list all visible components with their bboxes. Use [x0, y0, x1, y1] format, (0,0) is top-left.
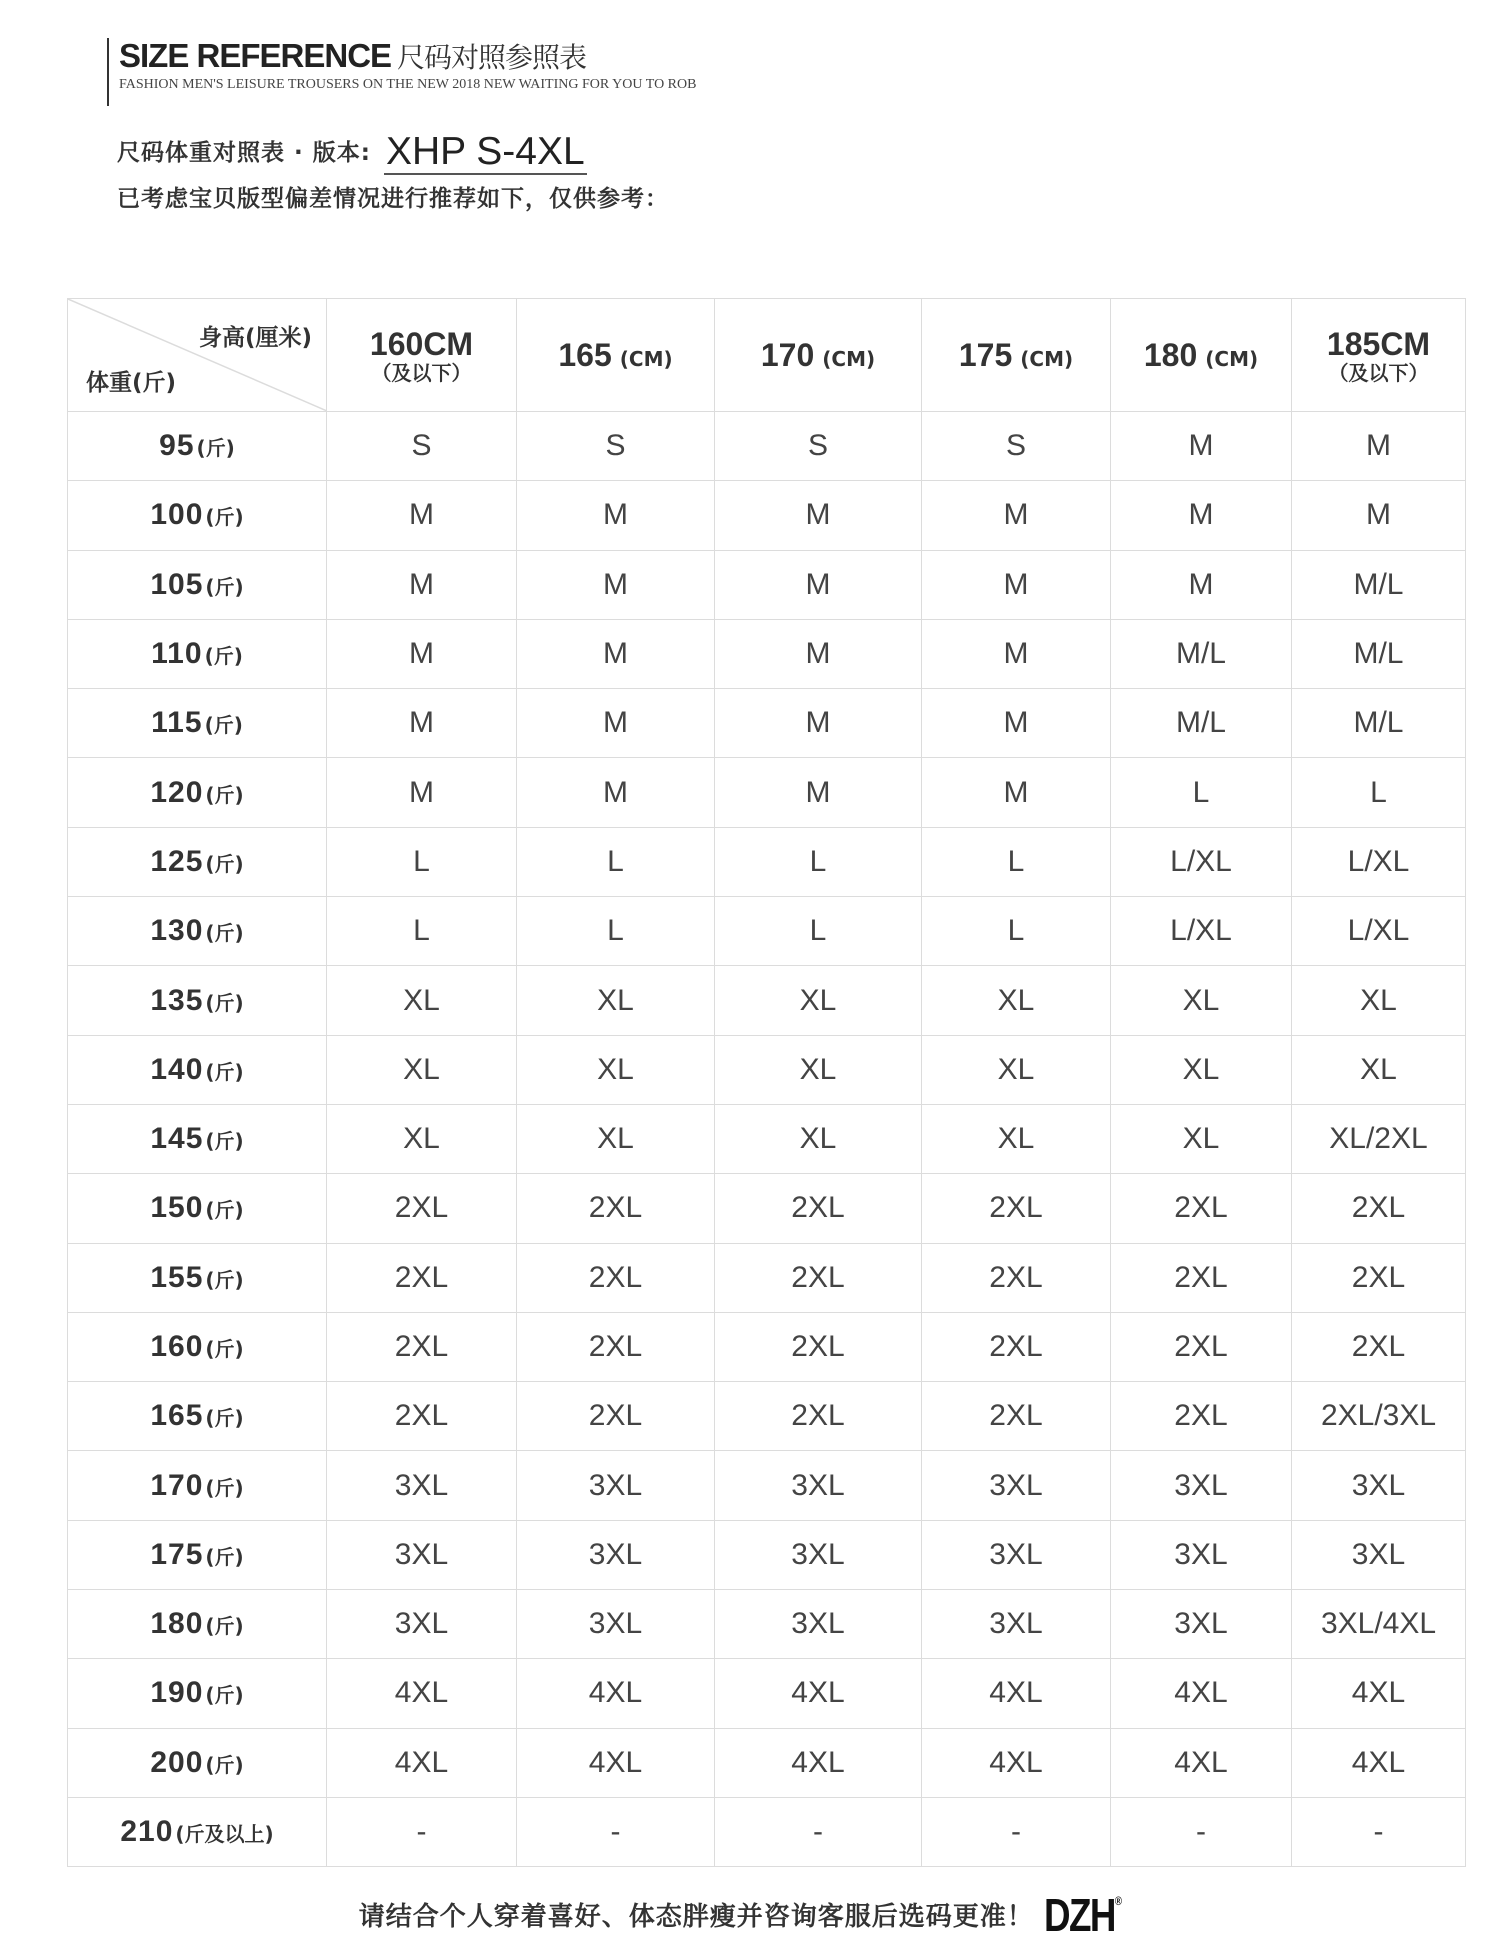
size-cell: XL	[1292, 1035, 1466, 1104]
size-cell: -	[327, 1797, 517, 1866]
size-cell: 2XL	[327, 1243, 517, 1312]
weight-unit: (斤)	[205, 782, 244, 807]
table-row	[68, 1659, 1466, 1728]
table-row	[68, 1312, 1466, 1381]
size-cell: 2XL	[922, 1312, 1111, 1381]
size-cell: M	[517, 689, 715, 758]
size-cell: 3XL	[715, 1451, 922, 1520]
size-cell: M	[517, 758, 715, 827]
size-cell: L/XL	[1111, 897, 1292, 966]
weight-unit: (斤)	[205, 1614, 244, 1639]
size-cell: -	[715, 1797, 922, 1866]
weight-unit: (斤)	[205, 1544, 244, 1569]
weight-row-header	[68, 1728, 327, 1797]
size-cell: L	[327, 827, 517, 896]
size-cell: 4XL	[517, 1728, 715, 1797]
size-cell: 3XL	[517, 1451, 715, 1520]
brand-logo	[1044, 1888, 1122, 1942]
size-cell: 4XL	[922, 1659, 1111, 1728]
size-cell: M	[517, 619, 715, 688]
size-cell: 2XL	[1292, 1312, 1466, 1381]
size-cell: L/XL	[1111, 827, 1292, 896]
size-cell: M/L	[1292, 550, 1466, 619]
size-cell: 4XL	[715, 1659, 922, 1728]
size-cell: XL	[517, 966, 715, 1035]
size-cell: XL	[517, 1035, 715, 1104]
size-cell: 4XL	[327, 1659, 517, 1728]
title-en: SIZE REFERENCE	[119, 37, 392, 74]
weight-unit: (斤)	[205, 1337, 244, 1361]
size-cell: 3XL	[715, 1520, 922, 1589]
table-row	[68, 1174, 1466, 1243]
weight-value: 180	[150, 1607, 204, 1641]
weight-unit: (斤)	[205, 1267, 244, 1292]
size-cell: 4XL	[922, 1728, 1111, 1797]
weight-unit: (斤)	[205, 1059, 244, 1084]
size-cell: M	[517, 481, 715, 550]
size-cell: XL	[517, 1104, 715, 1173]
weight-unit: (斤)	[205, 921, 244, 946]
height-value: 165	[558, 336, 612, 373]
weight-value: 150	[150, 1191, 204, 1225]
table-row	[68, 689, 1466, 758]
size-cell: M/L	[1111, 689, 1292, 758]
size-cell: M	[1111, 412, 1292, 481]
size-cell: M	[517, 550, 715, 619]
weight-row-header	[68, 1035, 327, 1104]
size-cell: 3XL	[517, 1520, 715, 1589]
height-unit: (CM)	[822, 346, 876, 371]
size-cell: M	[327, 550, 517, 619]
table-row	[68, 1104, 1466, 1173]
weight-row-header	[68, 897, 327, 966]
height-axis-label: 身高(厘米)	[198, 325, 312, 351]
size-cell: M	[715, 689, 922, 758]
weight-unit: (斤)	[196, 436, 235, 461]
size-cell: M	[1292, 481, 1466, 550]
footer-advice: 请结合个人穿着喜好、体态胖瘦并咨询客服后选码更准！	[358, 1902, 1034, 1932]
size-cell: 3XL	[1292, 1451, 1466, 1520]
size-cell: XL	[1111, 966, 1292, 1035]
table-header-row	[68, 299, 1466, 412]
size-cell: XL	[1111, 1035, 1292, 1104]
table-row	[68, 1728, 1466, 1797]
size-cell: S	[327, 412, 517, 481]
table-row	[68, 1035, 1466, 1104]
column-header	[715, 299, 922, 412]
size-cell: L	[715, 827, 922, 896]
weight-value: 145	[150, 1122, 204, 1156]
size-cell: XL	[922, 1104, 1111, 1173]
size-cell: 2XL	[715, 1243, 922, 1312]
weight-unit: (斤)	[205, 1475, 244, 1500]
weight-value: 100	[150, 498, 204, 532]
table-row	[68, 550, 1466, 619]
table-row	[68, 1451, 1466, 1520]
column-header	[1111, 299, 1292, 412]
size-cell: S	[715, 412, 922, 481]
size-cell: XL	[327, 1035, 517, 1104]
weight-unit: (斤)	[205, 851, 244, 876]
page-title	[119, 38, 719, 76]
size-cell: M	[327, 619, 517, 688]
column-header	[327, 299, 517, 412]
size-cell: 2XL	[517, 1312, 715, 1381]
weight-value: 210	[120, 1815, 174, 1849]
size-cell: L	[922, 827, 1111, 896]
size-cell: 3XL	[715, 1590, 922, 1659]
size-cell: XL	[715, 966, 922, 1035]
height-qualifier: （及以下）	[1328, 361, 1429, 385]
weight-row-header	[68, 1312, 327, 1381]
size-cell: XL	[1111, 1104, 1292, 1173]
size-cell: 2XL	[517, 1382, 715, 1451]
size-cell: 2XL	[327, 1382, 517, 1451]
size-cell: M	[922, 689, 1111, 758]
size-cell: 2XL	[715, 1382, 922, 1451]
weight-value: 160	[150, 1330, 204, 1363]
height-unit: (CM)	[1205, 346, 1259, 371]
size-cell: L	[517, 827, 715, 896]
size-cell: M	[715, 550, 922, 619]
weight-row-header	[68, 1451, 327, 1520]
table-row	[68, 827, 1466, 896]
table-row	[68, 412, 1466, 481]
size-cell: L	[922, 897, 1111, 966]
size-cell: 3XL	[517, 1590, 715, 1659]
column-header	[517, 299, 715, 412]
size-cell: XL/2XL	[1292, 1104, 1466, 1173]
weight-value: 110	[151, 637, 203, 671]
registered-mark: ®	[1114, 1894, 1122, 1908]
weight-unit: (斤)	[204, 713, 243, 738]
size-cell: 2XL	[1111, 1243, 1292, 1312]
size-cell: 3XL	[327, 1451, 517, 1520]
weight-value: 155	[150, 1260, 204, 1294]
size-cell: M	[1292, 412, 1466, 481]
size-cell: 3XL	[922, 1451, 1111, 1520]
weight-axis-label: 体重(斤)	[86, 370, 177, 396]
page-subtitle: FASHION MEN'S LEISURE TROUSERS ON THE NEW 2018 NEW WAITING FOR YOU TO ROB	[119, 77, 697, 92]
table-row	[68, 619, 1466, 688]
size-cell: 2XL	[327, 1174, 517, 1243]
weight-value: 175	[150, 1537, 204, 1571]
size-cell: XL	[327, 1104, 517, 1173]
weight-value: 115	[151, 706, 203, 740]
size-cell: 2XL	[517, 1243, 715, 1312]
size-cell: M	[715, 758, 922, 827]
size-cell: XL	[1292, 966, 1466, 1035]
size-cell: 4XL	[1292, 1659, 1466, 1728]
size-cell: M	[922, 481, 1111, 550]
size-cell: M	[715, 481, 922, 550]
size-cell: 2XL	[1292, 1174, 1466, 1243]
weight-unit: (斤)	[205, 1198, 244, 1223]
table-body	[68, 412, 1466, 1867]
weight-row-header	[68, 1520, 327, 1589]
table-row	[68, 897, 1466, 966]
height-unit: (CM)	[1020, 346, 1074, 371]
size-cell: XL	[922, 966, 1111, 1035]
size-cell: M	[327, 758, 517, 827]
size-cell: L	[1292, 758, 1466, 827]
size-cell: 4XL	[1292, 1728, 1466, 1797]
weight-row-header	[68, 1104, 327, 1173]
size-cell: M/L	[1111, 619, 1292, 688]
recommendation-note: 已考虑宝贝版型偏差情况进行推荐如下，仅供参考：	[117, 186, 669, 212]
weight-unit: (斤)	[205, 990, 244, 1015]
weight-row-header	[68, 1243, 327, 1312]
size-cell: L/XL	[1292, 897, 1466, 966]
size-cell: 2XL	[1111, 1382, 1292, 1451]
size-cell: L	[327, 897, 517, 966]
size-cell: M/L	[1292, 689, 1466, 758]
size-cell: 2XL	[1111, 1174, 1292, 1243]
size-cell: 2XL	[715, 1312, 922, 1381]
weight-row-header	[68, 1590, 327, 1659]
size-cell: M/L	[1292, 619, 1466, 688]
size-cell: 2XL	[1292, 1243, 1466, 1312]
size-cell: S	[517, 412, 715, 481]
size-cell: L	[1111, 758, 1292, 827]
size-cell: 4XL	[327, 1728, 517, 1797]
size-cell: M	[327, 481, 517, 550]
size-chart-table	[67, 298, 1466, 1867]
size-cell: M	[922, 550, 1111, 619]
weight-value: 130	[150, 914, 204, 948]
size-cell: L	[715, 897, 922, 966]
weight-unit: (斤)	[205, 505, 244, 530]
weight-row-header	[68, 1797, 327, 1866]
size-cell: 2XL	[1111, 1312, 1292, 1381]
table-row	[68, 758, 1466, 827]
weight-value: 95	[159, 429, 195, 463]
size-cell: -	[922, 1797, 1111, 1866]
corner-header-cell	[68, 299, 327, 412]
size-cell: 4XL	[1111, 1728, 1292, 1797]
weight-value: 125	[150, 844, 204, 878]
size-cell: 4XL	[715, 1728, 922, 1797]
size-cell: 3XL/4XL	[1292, 1590, 1466, 1659]
title-cn: 尺码对照参照表	[397, 42, 587, 73]
weight-unit: (斤)	[205, 1752, 244, 1777]
weight-row-header	[68, 827, 327, 896]
weight-unit: (斤)	[205, 1129, 244, 1154]
size-cell: 3XL	[327, 1520, 517, 1589]
size-cell: XL	[327, 966, 517, 1035]
weight-row-header	[68, 1174, 327, 1243]
height-value: 180	[1143, 336, 1198, 373]
table-row	[68, 966, 1466, 1035]
table-row	[68, 1243, 1466, 1312]
table-row	[68, 1590, 1466, 1659]
weight-value: 190	[150, 1676, 204, 1710]
size-cell: XL	[715, 1104, 922, 1173]
size-cell: 2XL	[517, 1174, 715, 1243]
weight-unit: (斤及以上)	[175, 1822, 274, 1847]
weight-row-header	[68, 966, 327, 1035]
size-cell: 3XL	[1111, 1590, 1292, 1659]
size-cell: -	[1111, 1797, 1292, 1866]
weight-row-header	[68, 481, 327, 550]
size-cell: 3XL	[1111, 1520, 1292, 1589]
size-cell: 2XL	[922, 1174, 1111, 1243]
weight-row-header	[68, 619, 327, 688]
weight-value: 170	[150, 1468, 204, 1502]
size-cell: 3XL	[922, 1520, 1111, 1589]
weight-unit: (斤)	[205, 1683, 244, 1708]
size-cell: -	[517, 1797, 715, 1866]
table-row	[68, 481, 1466, 550]
weight-value: 105	[150, 567, 204, 601]
size-cell: 2XL/3XL	[1292, 1382, 1466, 1451]
height-value: 160CM	[369, 326, 474, 362]
version-line	[117, 130, 587, 174]
size-cell: L	[517, 897, 715, 966]
weight-value: 165	[150, 1399, 204, 1433]
size-cell: XL	[922, 1035, 1111, 1104]
weight-row-header	[68, 412, 327, 481]
version-code: XHP S-4XL	[385, 130, 585, 173]
size-cell: 2XL	[922, 1382, 1111, 1451]
weight-value: 140	[150, 1052, 204, 1086]
weight-row-header	[68, 689, 327, 758]
table-row	[68, 1797, 1466, 1866]
height-qualifier: （及以下）	[371, 361, 472, 385]
version-label: 尺码体重对照表 · 版本:	[117, 140, 371, 166]
size-cell: M	[327, 689, 517, 758]
size-cell: S	[922, 412, 1111, 481]
column-header	[922, 299, 1111, 412]
size-cell: M	[1111, 481, 1292, 550]
size-cell: M	[715, 619, 922, 688]
size-cell: 2XL	[715, 1174, 922, 1243]
height-unit: (CM)	[619, 346, 673, 371]
height-value: 175	[958, 336, 1013, 373]
weight-row-header	[68, 550, 327, 619]
size-cell: 3XL	[922, 1590, 1111, 1659]
size-reference-header	[107, 38, 719, 106]
weight-unit: (斤)	[205, 574, 244, 599]
size-cell: 2XL	[922, 1243, 1111, 1312]
table-row	[68, 1520, 1466, 1589]
weight-unit: (斤)	[205, 1406, 244, 1431]
weight-value: 120	[150, 775, 204, 809]
size-cell: 3XL	[1111, 1451, 1292, 1520]
size-cell: 3XL	[1292, 1520, 1466, 1589]
size-cell: M	[1111, 550, 1292, 619]
size-cell: M	[922, 758, 1111, 827]
table-row	[68, 1382, 1466, 1451]
size-cell: M	[922, 619, 1111, 688]
size-cell: XL	[715, 1035, 922, 1104]
weight-row-header	[68, 758, 327, 827]
size-cell: -	[1292, 1797, 1466, 1866]
weight-unit: (斤)	[204, 644, 243, 669]
size-cell: 2XL	[327, 1312, 517, 1381]
height-value: 185CM	[1326, 326, 1431, 362]
weight-row-header	[68, 1382, 327, 1451]
column-header	[1292, 299, 1466, 412]
size-cell: L/XL	[1292, 827, 1466, 896]
footer	[0, 1888, 1500, 1942]
brand-logo-text: DZH	[1043, 1889, 1115, 1941]
size-cell: 4XL	[1111, 1659, 1292, 1728]
height-value: 170	[760, 336, 815, 373]
size-cell: 4XL	[517, 1659, 715, 1728]
weight-row-header	[68, 1659, 327, 1728]
weight-value: 200	[150, 1745, 204, 1779]
size-cell: 3XL	[327, 1590, 517, 1659]
weight-value: 135	[150, 983, 204, 1017]
